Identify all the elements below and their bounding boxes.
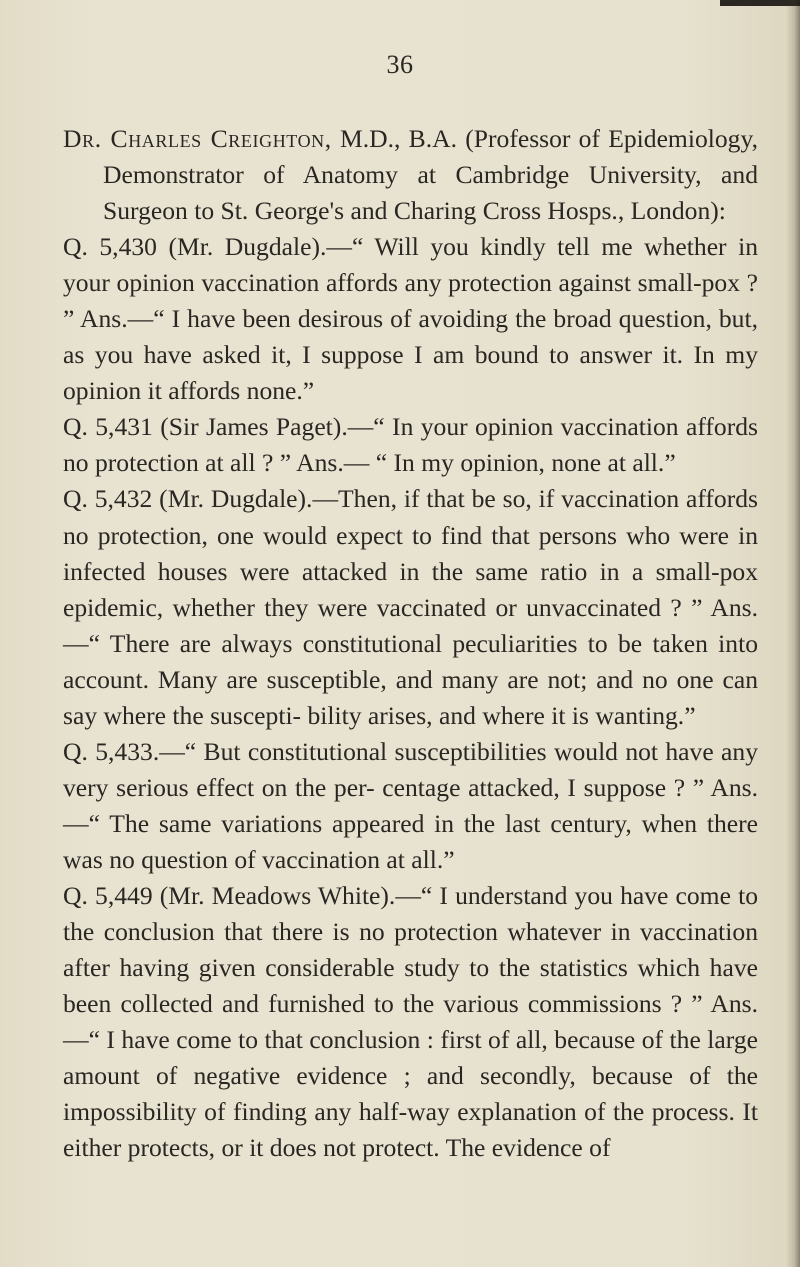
page-edge-shadow (786, 0, 800, 1267)
question-paragraph-5430: Q. 5,430 (Mr. Dugdale).—“ Will you kindly tell me whether in your opinion vaccination affords any protection against small-pox ? ” Ans.—“ I have been desirous of avoiding the broad question, but, as you have asked it, I suppose I am bound to answer it. In my opinion it affords none.” (63, 232, 758, 406)
question-paragraph-5449: Q. 5,449 (Mr. Meadows White).—“ I understand you have come to the conclusion that there is no protection whatever in vaccination after having given considerable study to the statistics which have been collected and furnished to the various commissions ? ” Ans.—“ I have come to that conclusion : first of all, because of the large amount of negative evidence ; and secondly, because of the impossibility of finding any half-way explanation of the process. It either protects, or it does not protect. The evidence of (63, 880, 758, 1163)
witness-name: Dr. Charles Creighton, (63, 124, 332, 153)
witness-credentials: M.D., B.A. (Professor of Epidemiology, Demonstrator of Anatomy at Cambridge University, and Surgeon to St. George's and Charing Cross Hosps., London): (103, 124, 758, 226)
question-paragraph-5432: Q. 5,432 (Mr. Dugdale).—Then, if that be so, if vaccination affords no protection, one would expect to find that persons who were in infected houses were attacked in the same ratio in a small-pox epidemic, whether they were vaccinated or unvaccinated ? ” Ans.—“ There are always constitutional peculiarities to be taken into account. Many are susceptible, and many are not; and no one can say where the suscepti- bility arises, and where it is wanting.” (63, 484, 758, 730)
page-number: 36 (386, 50, 414, 79)
question-paragraph-5433: Q. 5,433.—“ But constitutional susceptibilities would not have any very serious effect on the per- centage attacked, I suppose ? ” Ans.—“ The same variations appeared in the last century, when there was no question of vaccination at all.” (63, 736, 758, 874)
page-body (63, 121, 758, 1166)
question-paragraph-5431: Q. 5,431 (Sir James Paget).—“ In your opinion vaccination affords no protection at all ? ” Ans.— “ In my opinion, none at all.” (63, 412, 758, 478)
witness-heading (63, 121, 758, 229)
